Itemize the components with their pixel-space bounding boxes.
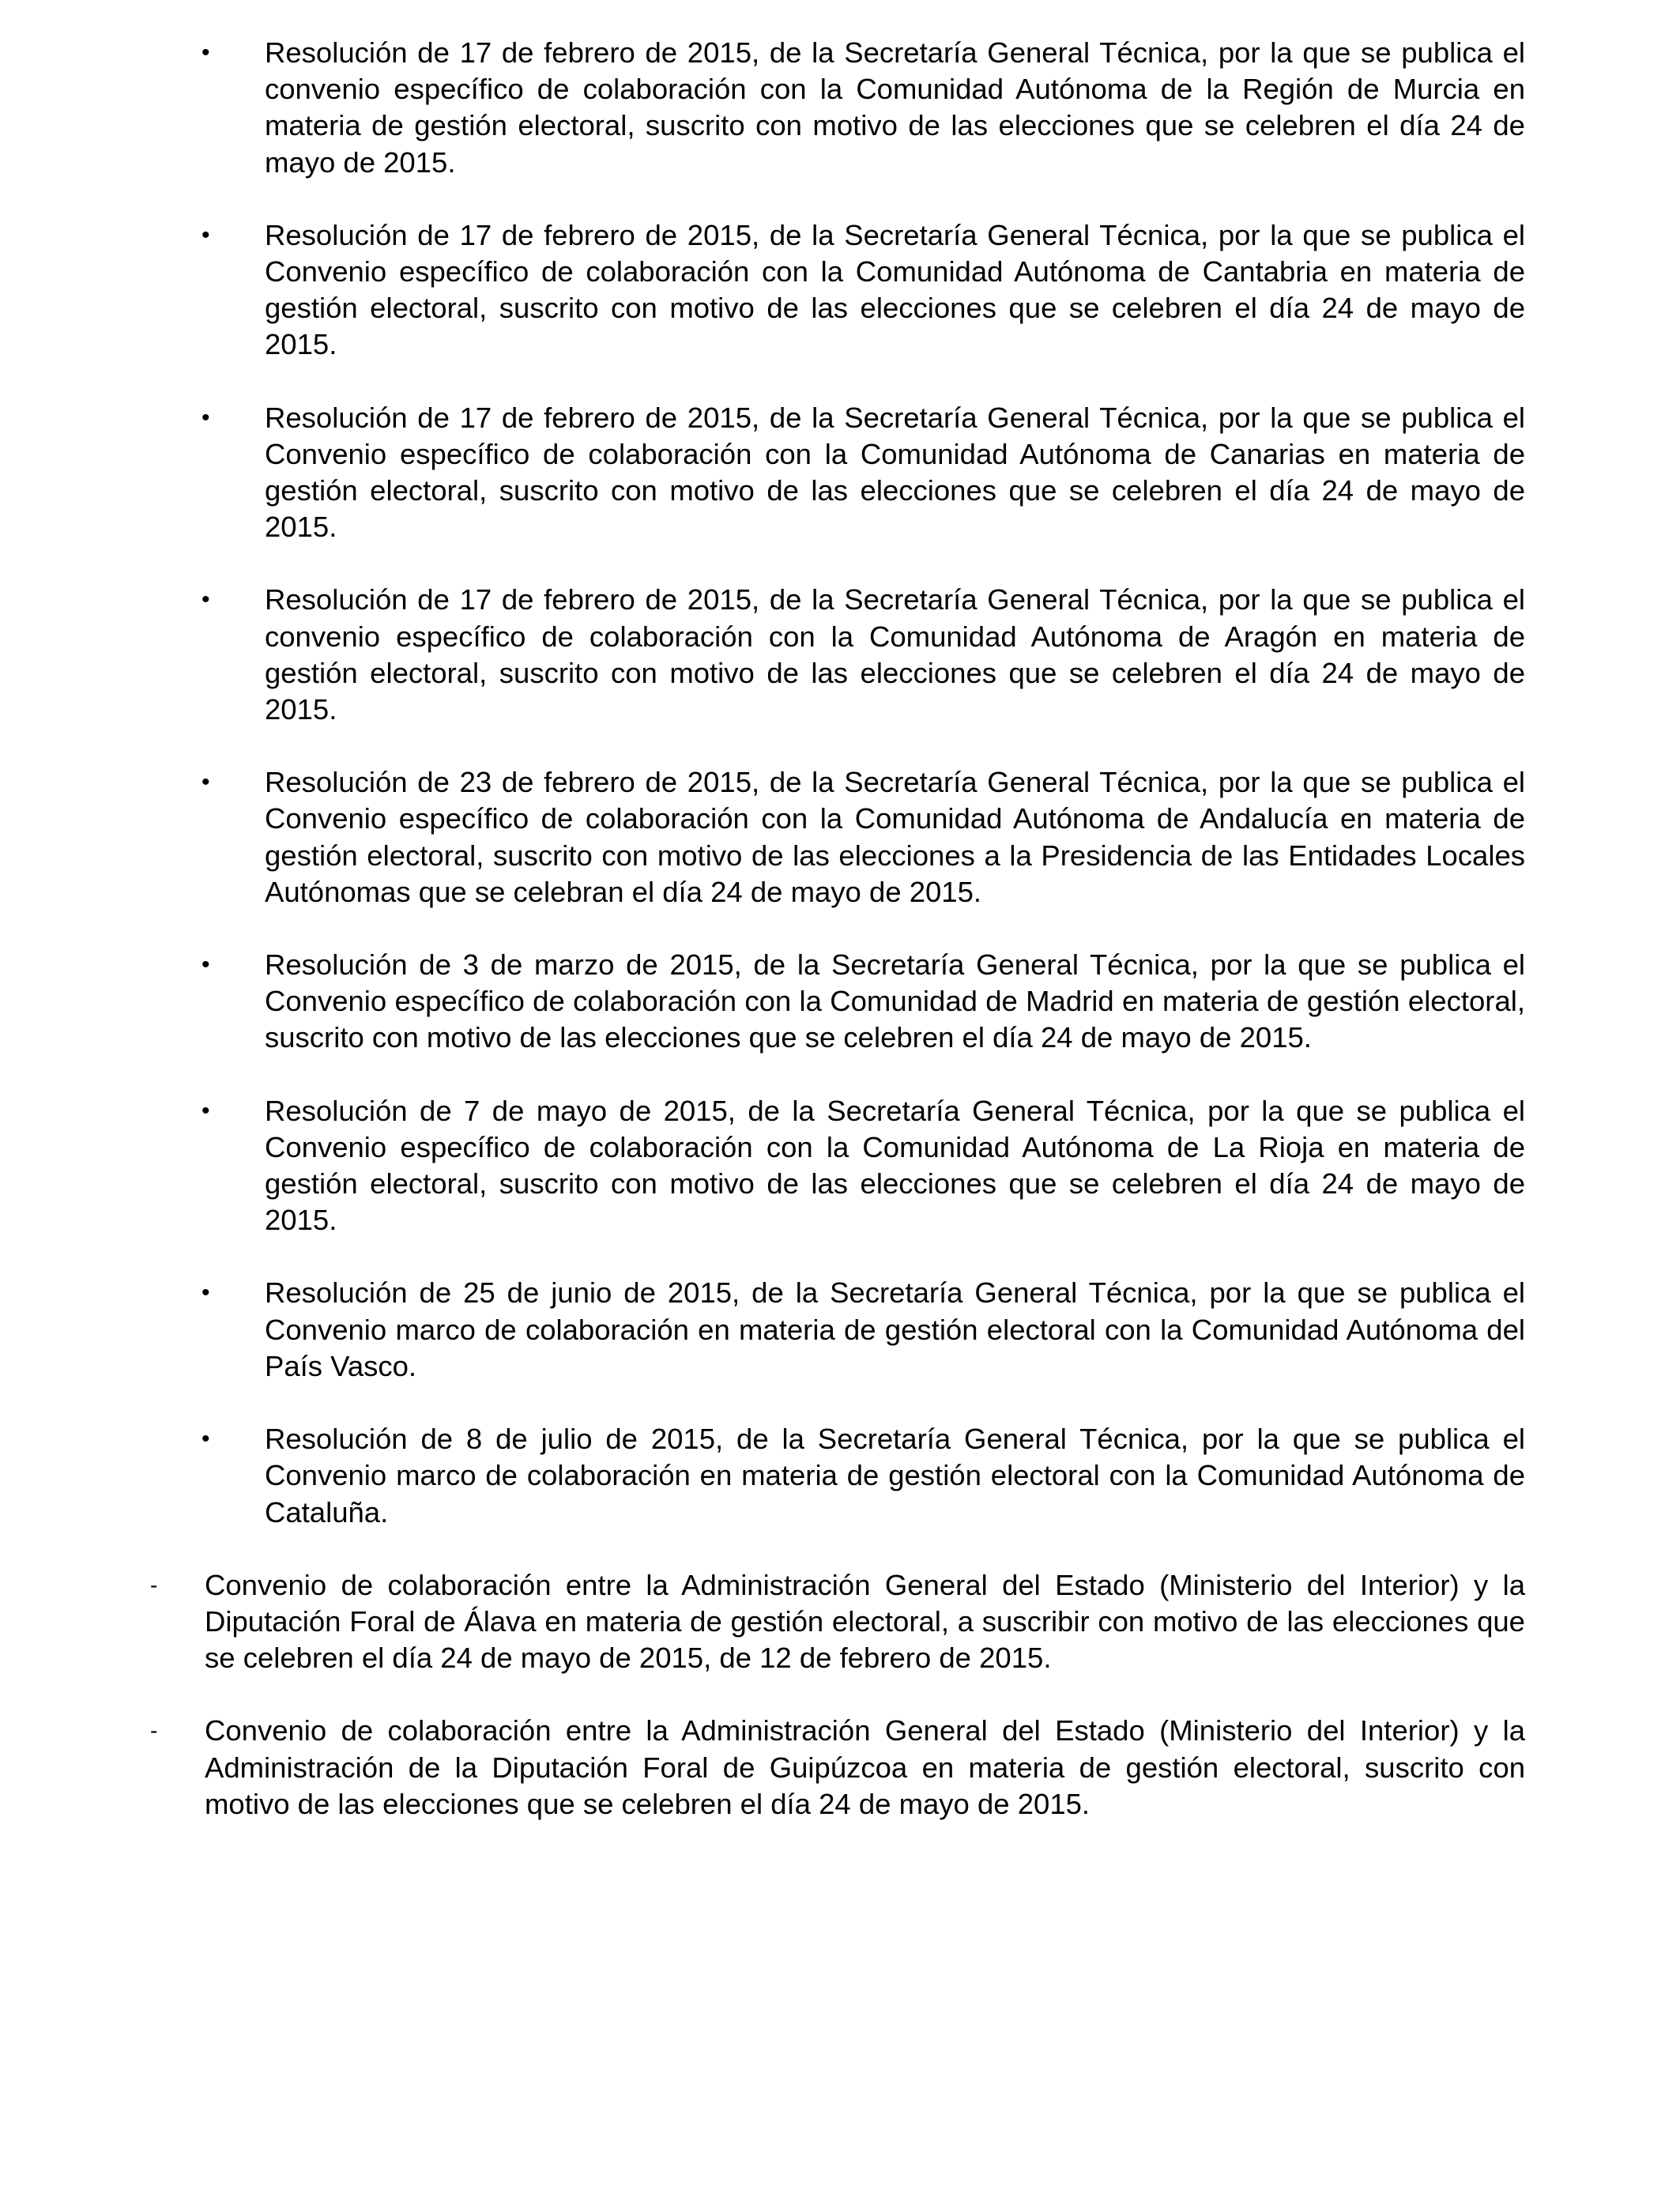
list-item-text: Resolución de 25 de junio de 2015, de la Secretaría General Técnica, por la que se publica el Convenio marco de colaboración en materia de gestión electoral con la Comunidad Autónoma del País Vasco. (265, 1276, 1525, 1382)
bullet-marker: • (202, 952, 210, 978)
list-item-text: Resolución de 17 de febrero de 2015, de la Secretaría General Técnica, por la que se publica el Convenio específico de colaboración con la Comunidad Autónoma de Cantabria en materia de gestión electoral, suscrito con motivo de las elecciones que se celebren el día 24 de mayo de 2015. (265, 218, 1525, 361)
list-item-resolucion-cataluna (202, 1421, 1525, 1531)
bullet-marker: • (202, 221, 210, 248)
list-item-text: Convenio de colaboración entre la Administración General del Estado (Ministerio del Interior) y la Administración de la Diputación Foral de Guipúzcoa en materia de gestión electoral, suscrito con motivo de las elecciones que se celebren el día 24 de mayo de 2015. (205, 1714, 1525, 1820)
bullet-marker: • (202, 40, 210, 66)
list-item-resolucion-la-rioja (202, 1093, 1525, 1239)
list-item-resolucion-murcia (202, 35, 1525, 181)
list-item-convenio-guipuzcoa (150, 1713, 1525, 1823)
list-item-resolucion-canarias (202, 400, 1525, 546)
list-item-resolucion-pais-vasco (202, 1275, 1525, 1385)
bullet-marker: • (202, 769, 210, 796)
list-item-text: Resolución de 3 de marzo de 2015, de la Secretaría General Técnica, por la que se publica el Convenio específico de colaboración con la Comunidad de Madrid en materia de gestión electoral, suscrito con motivo de las elecciones que se celebren el día 24 de mayo de 2015. (265, 948, 1525, 1054)
list-item-resolucion-aragon (202, 582, 1525, 728)
list-item-text: Resolución de 8 de julio de 2015, de la Secretaría General Técnica, por la que se publica el Convenio marco de colaboración en materia de gestión electoral con la Comunidad Autónoma de Cataluña. (265, 1423, 1525, 1529)
dash-marker: - (150, 1572, 158, 1597)
list-item-resolucion-cantabria (202, 217, 1525, 364)
bullet-marker: • (202, 404, 210, 431)
list-item-text: Resolución de 23 de febrero de 2015, de la Secretaría General Técnica, por la que se publica el Convenio específico de colaboración con la Comunidad Autónoma de Andalucía en materia de gestión electoral, suscrito con motivo de las elecciones a la Presidencia de las Entidades Locales Autónomas que se celebran el día 24 de mayo de 2015. (265, 766, 1525, 908)
list-item-resolucion-andalucia (202, 764, 1525, 910)
list-item-text: Convenio de colaboración entre la Administración General del Estado (Ministerio del Interior) y la Diputación Foral de Álava en materia de gestión electoral, a suscribir con motivo de las elecciones que se celebren el día 24 de mayo de 2015, de 12 de febrero de 2015. (205, 1568, 1525, 1675)
bullet-marker: • (202, 1426, 210, 1453)
document-body (150, 35, 1525, 1859)
list-item-text: Resolución de 17 de febrero de 2015, de la Secretaría General Técnica, por la que se publica el convenio específico de colaboración con la Comunidad Autónoma de la Región de Murcia en materia de gestión electoral, suscrito con motivo de las elecciones que se celebren el día 24 de mayo de 2015. (265, 36, 1525, 179)
list-item-text: Resolución de 7 de mayo de 2015, de la Secretaría General Técnica, por la que se publica el Convenio específico de colaboración con la Comunidad Autónoma de La Rioja en materia de gestión electoral, suscrito con motivo de las elecciones que se celebren el día 24 de mayo de 2015. (265, 1094, 1525, 1237)
list-item-convenio-alava (150, 1567, 1525, 1677)
list-item-text: Resolución de 17 de febrero de 2015, de la Secretaría General Técnica, por la que se publica el Convenio específico de colaboración con la Comunidad Autónoma de Canarias en materia de gestión electoral, suscrito con motivo de las elecciones que se celebren el día 24 de mayo de 2015. (265, 401, 1525, 544)
bullet-marker: • (202, 586, 210, 613)
bullet-marker: • (202, 1097, 210, 1124)
list-item-resolucion-madrid (202, 947, 1525, 1057)
bullet-marker: • (202, 1280, 210, 1306)
list-item-text: Resolución de 17 de febrero de 2015, de la Secretaría General Técnica, por la que se publica el convenio específico de colaboración con la Comunidad Autónoma de Aragón en materia de gestión electoral, suscrito con motivo de las elecciones que se celebren el día 24 de mayo de 2015. (265, 583, 1525, 726)
dash-marker: - (150, 1718, 158, 1744)
